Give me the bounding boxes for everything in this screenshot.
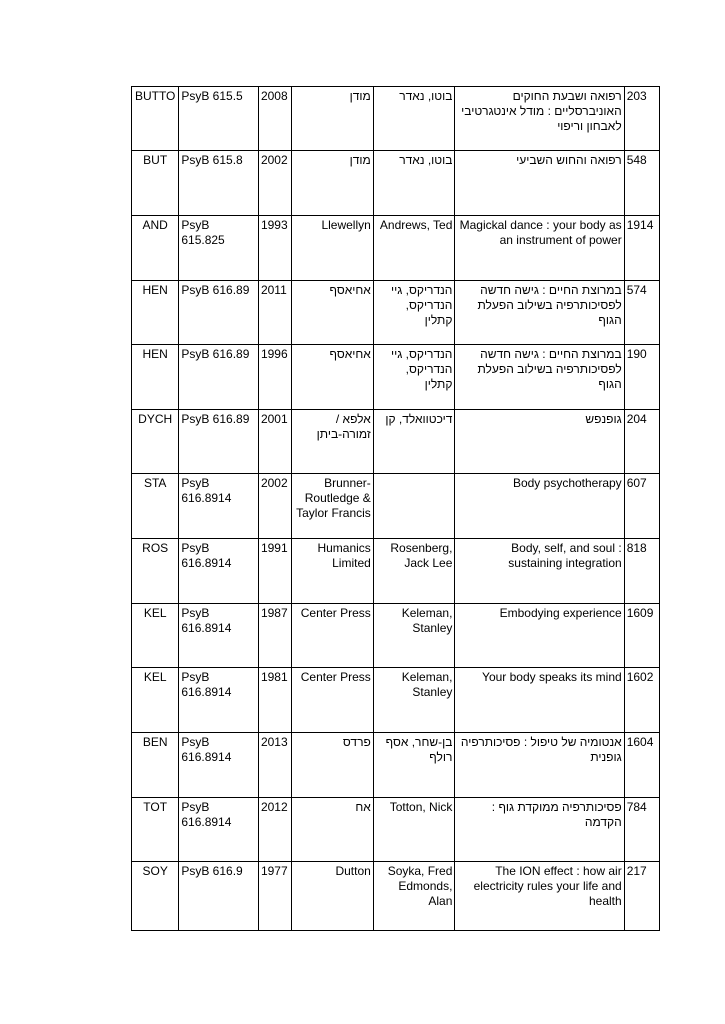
cell-record-number: 1914 bbox=[624, 216, 659, 281]
cell-title: Embodying experience bbox=[455, 604, 624, 668]
cell-year: 1996 bbox=[258, 345, 291, 410]
cell-title: במרוצת החיים : גישה חדשה לפסיכותרפיה בשילוב הפעלת הגוף bbox=[455, 345, 624, 410]
cell-shelfmark: PsyB 616.8914 bbox=[179, 733, 259, 798]
cell-code: BEN bbox=[132, 733, 179, 798]
table-row bbox=[132, 668, 660, 733]
cell-publisher: מודן bbox=[292, 151, 374, 216]
cell-record-number: 1609 bbox=[624, 604, 659, 668]
cell-title: רפואה ושבעת החוקים האוניברסליים : מודל אינטגרטיבי לאבחון וריפוי bbox=[455, 87, 624, 151]
table-row bbox=[132, 216, 660, 281]
cell-record-number: 1604 bbox=[624, 733, 659, 798]
cell-publisher: Humanics Limited bbox=[292, 539, 374, 604]
catalog-table bbox=[131, 86, 660, 931]
cell-title: גופנפש bbox=[455, 410, 624, 474]
cell-shelfmark: PsyB 616.89 bbox=[179, 345, 259, 410]
cell-code: SOY bbox=[132, 862, 179, 931]
cell-author: Andrews, Ted bbox=[373, 216, 455, 281]
cell-title: אנטומיה של טיפול : פסיכותרפיה גופנית bbox=[455, 733, 624, 798]
table-row bbox=[132, 862, 660, 931]
cell-code: HEN bbox=[132, 281, 179, 345]
cell-author: Keleman, Stanley bbox=[373, 668, 455, 733]
cell-title: Body, self, and soul : sustaining integration bbox=[455, 539, 624, 604]
cell-code: BUT bbox=[132, 151, 179, 216]
cell-publisher: פרדס bbox=[292, 733, 374, 798]
cell-author: Keleman, Stanley bbox=[373, 604, 455, 668]
cell-year: 2002 bbox=[258, 151, 291, 216]
cell-shelfmark: PsyB 616.8914 bbox=[179, 474, 259, 539]
cell-publisher: Center Press bbox=[292, 604, 374, 668]
table-row bbox=[132, 539, 660, 604]
cell-code: AND bbox=[132, 216, 179, 281]
cell-record-number: 217 bbox=[624, 862, 659, 931]
cell-year: 1977 bbox=[258, 862, 291, 931]
cell-code: DYCH bbox=[132, 410, 179, 474]
cell-publisher: Dutton bbox=[292, 862, 374, 931]
cell-year: 2008 bbox=[258, 87, 291, 151]
cell-year: 1981 bbox=[258, 668, 291, 733]
cell-record-number: 548 bbox=[624, 151, 659, 216]
cell-record-number: 574 bbox=[624, 281, 659, 345]
cell-year: 1987 bbox=[258, 604, 291, 668]
cell-author: דיכטוואלד, קן bbox=[373, 410, 455, 474]
cell-record-number: 203 bbox=[624, 87, 659, 151]
cell-publisher: אח bbox=[292, 798, 374, 862]
table-row bbox=[132, 733, 660, 798]
cell-author bbox=[373, 474, 455, 539]
cell-code: HEN bbox=[132, 345, 179, 410]
cell-code: ROS bbox=[132, 539, 179, 604]
cell-year: 2013 bbox=[258, 733, 291, 798]
cell-shelfmark: PsyB 616.8914 bbox=[179, 604, 259, 668]
cell-publisher: מודן bbox=[292, 87, 374, 151]
cell-author: הנדריקס, גיי הנדריקס, קתלין bbox=[373, 345, 455, 410]
cell-title: רפואה והחוש השביעי bbox=[455, 151, 624, 216]
cell-publisher: אחיאסף bbox=[292, 345, 374, 410]
cell-year: 2012 bbox=[258, 798, 291, 862]
cell-shelfmark: PsyB 616.8914 bbox=[179, 798, 259, 862]
cell-title: Your body speaks its mind bbox=[455, 668, 624, 733]
cell-code: STA bbox=[132, 474, 179, 539]
cell-author: בן-שחר, אסף רולף bbox=[373, 733, 455, 798]
cell-record-number: 204 bbox=[624, 410, 659, 474]
table-row bbox=[132, 151, 660, 216]
cell-author: הנדריקס, גיי הנדריקס, קתלין bbox=[373, 281, 455, 345]
cell-year: 2011 bbox=[258, 281, 291, 345]
cell-record-number: 818 bbox=[624, 539, 659, 604]
cell-author: Soyka, Fred Edmonds, Alan bbox=[373, 862, 455, 931]
cell-record-number: 190 bbox=[624, 345, 659, 410]
cell-record-number: 607 bbox=[624, 474, 659, 539]
cell-record-number: 1602 bbox=[624, 668, 659, 733]
cell-title: Magickal dance : your body as an instrument of power bbox=[455, 216, 624, 281]
cell-author: Rosenberg, Jack Lee bbox=[373, 539, 455, 604]
cell-title: פסיכותרפיה ממוקדת גוף : הקדמה bbox=[455, 798, 624, 862]
cell-publisher: Llewellyn bbox=[292, 216, 374, 281]
table-row bbox=[132, 345, 660, 410]
cell-author: בוטו, נאדר bbox=[373, 151, 455, 216]
cell-year: 1993 bbox=[258, 216, 291, 281]
catalog-rows bbox=[132, 87, 660, 931]
cell-code: BUTTO bbox=[132, 87, 179, 151]
cell-publisher: Center Press bbox=[292, 668, 374, 733]
cell-publisher: Brunner-Routledge & Taylor Francis bbox=[292, 474, 374, 539]
table-row bbox=[132, 604, 660, 668]
cell-shelfmark: PsyB 616.8914 bbox=[179, 539, 259, 604]
cell-title: Body psychotherapy bbox=[455, 474, 624, 539]
table-row bbox=[132, 87, 660, 151]
cell-shelfmark: PsyB 615.8 bbox=[179, 151, 259, 216]
cell-title: במרוצת החיים : גישה חדשה לפסיכותרפיה בשילוב הפעלת הגוף bbox=[455, 281, 624, 345]
table-row bbox=[132, 474, 660, 539]
cell-year: 2002 bbox=[258, 474, 291, 539]
cell-year: 2001 bbox=[258, 410, 291, 474]
cell-shelfmark: PsyB 616.9 bbox=[179, 862, 259, 931]
cell-shelfmark: PsyB 616.89 bbox=[179, 281, 259, 345]
cell-code: KEL bbox=[132, 668, 179, 733]
cell-title: The ION effect : how air electricity rules your life and health bbox=[455, 862, 624, 931]
cell-shelfmark: PsyB 616.89 bbox=[179, 410, 259, 474]
cell-publisher: אלפא / זמורה-ביתן bbox=[292, 410, 374, 474]
cell-shelfmark: PsyB 615.825 bbox=[179, 216, 259, 281]
cell-author: בוטו, נאדר bbox=[373, 87, 455, 151]
cell-record-number: 784 bbox=[624, 798, 659, 862]
cell-author: Totton, Nick bbox=[373, 798, 455, 862]
cell-shelfmark: PsyB 616.8914 bbox=[179, 668, 259, 733]
cell-code: KEL bbox=[132, 604, 179, 668]
table-row bbox=[132, 281, 660, 345]
cell-publisher: אחיאסף bbox=[292, 281, 374, 345]
cell-year: 1991 bbox=[258, 539, 291, 604]
table-row bbox=[132, 798, 660, 862]
cell-shelfmark: PsyB 615.5 bbox=[179, 87, 259, 151]
table-row bbox=[132, 410, 660, 474]
cell-code: TOT bbox=[132, 798, 179, 862]
